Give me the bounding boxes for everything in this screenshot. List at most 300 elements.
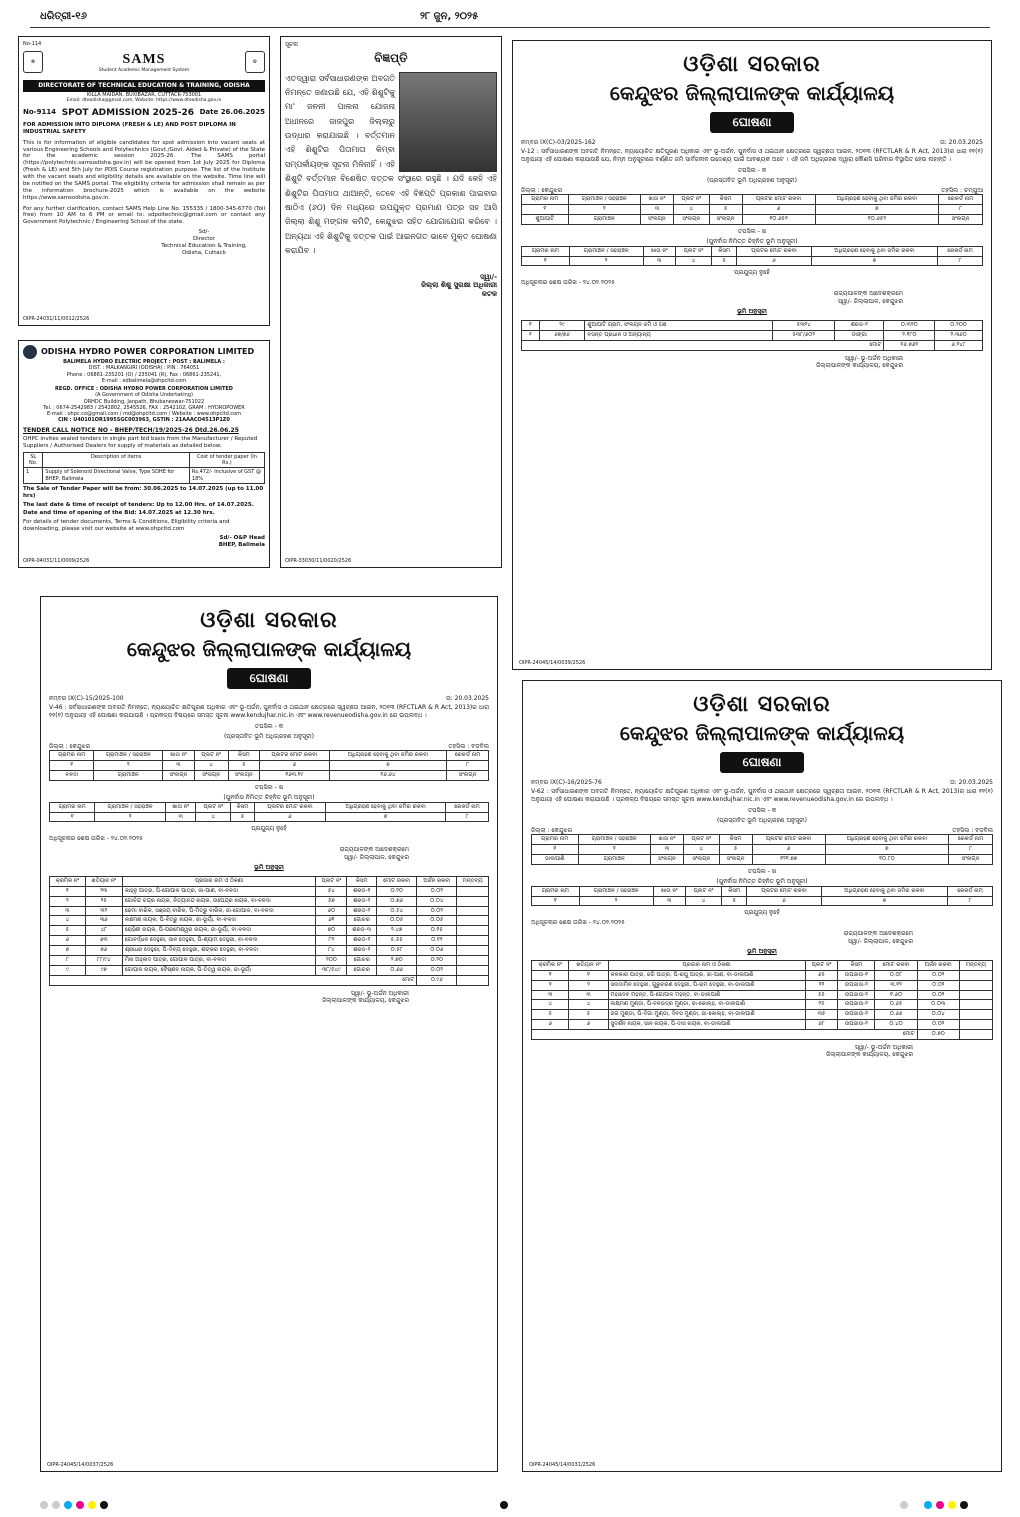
ohpc-tender-notice: [18, 340, 270, 568]
vig-footer: OIPR-33030/11/0020/2526: [285, 557, 352, 564]
notice2-annex-cell: ଶରଡ-୨: [347, 906, 377, 916]
notice2-annex-cell: ୨୩: [85, 886, 122, 896]
notice3-col-cell: ପ୍ଲଟର ମୋଟ ରକବା: [752, 835, 825, 845]
notice2-annex-cell: ଶରଡ-୧: [347, 886, 377, 896]
notice1-row1-cell: ୧୦.୬୫୨: [742, 214, 815, 224]
notice3-sign-by: ରାଜ୍ୟପାଳଙ୍କ ଆଦେଶକ୍ରମେ: [843, 930, 913, 938]
notice3-row1-cell: ସଂଲଗ୍ନ: [683, 854, 719, 864]
notice3-num-cell: ୧: [532, 844, 579, 854]
notice2-tahasil: ତହସିଲ : ବଡ଼ବିଲ: [448, 742, 489, 750]
notice2-dist: ଜିଲ୍ଲା : କେନ୍ଦୁଝର: [49, 742, 91, 750]
notice1-nil: ପ୍ରଯୁଜ୍ୟ ନୁହେଁ: [734, 269, 770, 277]
notice2-annex-cell: ୩୨: [85, 906, 122, 916]
notice1-sch2-table: [521, 246, 983, 267]
notice2-annex-cell: ୦.୦୫: [377, 916, 417, 926]
notice3-num2-cell: ୪: [685, 896, 722, 906]
notice3-row1-cell: ସଂଲଗ୍ନ: [719, 854, 752, 864]
notice3-annex-table: [531, 960, 993, 1040]
notice2-annex-col-cell: କ୍ରମିକ ନଂ: [50, 876, 86, 886]
notice2-loc: [49, 743, 489, 751]
notice1-num-cell: ୭: [815, 204, 938, 214]
notice1-row1-cell: ଗ୍ରାମାଞ୍ଚଳ: [568, 214, 640, 224]
notice2-annex-cell: ୦.୨୦: [377, 886, 417, 896]
notice1-row1-cell: ୧୦.୬୫୨: [815, 214, 938, 224]
notice2-annex-cols: [50, 876, 489, 886]
notice3-annex-cell: ଉପଜାଉ-୨: [838, 980, 875, 990]
notice1-col-cell: କିସମ: [709, 195, 742, 205]
notice2-col2-cell: କିସମ: [231, 802, 255, 812]
notice3-row1-cell: ଗ୍ରାମାଞ୍ଚଳ: [578, 854, 650, 864]
reg-dot-grey-1: [40, 1501, 48, 1509]
notice3-annex-cell: ୨୫: [805, 1000, 838, 1010]
notice2-col-cell: ରେକର୍ଡ ନାମ: [447, 751, 489, 761]
sams-ref-row: [23, 108, 265, 119]
notice1-annex-cell: ୫୩୮/୬୦୨: [773, 330, 835, 340]
notice3-annex-remark: [959, 1000, 992, 1010]
notice3-annex-cell: ୬୫: [805, 970, 838, 980]
notice1-col2-cell: ପ୍ଲଟ ନଂ: [675, 246, 712, 256]
notice3-annex-cell: ୦.୬୫: [875, 1000, 917, 1010]
notice2-annex-cell: ୦.୧୨: [417, 936, 457, 946]
reg-dot-grey-3: [900, 1501, 908, 1509]
notice3-row1-cell: ୧୦.୮୦: [825, 854, 948, 864]
notice1-num-cell: ୪: [673, 204, 709, 214]
notice2-annex-col-cell: କିସମ: [347, 876, 377, 886]
notice2-annex-col-cell: ଖତିୟାନ ନଂ: [85, 876, 122, 886]
notice3-row1-cell: ସଂଲଗ୍ନ: [949, 854, 993, 864]
notice2-annex-remark: [457, 916, 489, 926]
notice1-annex-cell: ୨୯: [539, 320, 585, 330]
notice3-annex-cell: ୦.୦୩: [917, 1000, 959, 1010]
notice1-annex-cell: ୨.୩୬୦: [935, 330, 983, 340]
notice2-num2-cell: ୬: [254, 812, 325, 822]
notice3-col2-cell: କିସମ: [722, 886, 747, 896]
notice3-num-cell: ୮: [949, 844, 993, 854]
notice2-annex-cell: ୪୮: [85, 926, 122, 936]
notice2-annex-cell: ୦.୦୨: [417, 886, 457, 896]
notice2-ref-row: [49, 695, 489, 703]
notice1-badge: ଘୋଷଣା: [710, 112, 794, 133]
notice2-annex-cell: ଗୋବର୍ଦ୍ଧନ ଦେହୁରୀ, ସାନ ଦେହୁରୀ, ପି-ଶ୍ୟାମ ଦେହୁରୀ, ବା-ବଳଦା: [122, 936, 316, 946]
notice2-annex-cell: ୦.୬୬: [377, 965, 417, 975]
sams-sign-name: Sd/-: [198, 229, 210, 236]
notice2-annex-cell: ୭୬: [85, 946, 122, 956]
notice3-num-cell: ୬: [752, 844, 825, 854]
vig-ref: ସୂଚନା: [285, 41, 299, 48]
notice2-sch1-sub: (ପ୍ରସ୍ତାବିତ ଭୂମି ଅଧିଗ୍ରହଣ ଅନୁସୂଚୀ): [223, 733, 315, 741]
notice3-annex-cell: ୧.୬୦: [875, 990, 917, 1000]
notice3-ref: ନମ୍ବର IX(C)-16/2025-76: [531, 778, 602, 786]
notice3-ref-row: [531, 779, 993, 787]
notice2-total-empty: [457, 975, 489, 985]
notice2-num-cell: ୮: [447, 760, 489, 770]
notice1-sign-name: ସ୍ୱା/- ଜିଲ୍ଲାପାଳ, କେନ୍ଦୁଝର: [837, 297, 903, 305]
notice3-annex-cell: ୦.୬୬: [875, 1010, 917, 1020]
notice3-sch1-title: ତପସିଲ - କ: [747, 806, 777, 814]
notice3-annex-cell: ଉପଜାଉ-୧: [838, 970, 875, 980]
notice3-annex-cell: ଲକ୍ଷ୍ମଣ ମୁଣ୍ଡା, ପି-ବଳଭଦ୍ର ମୁଣ୍ଡା, ଜା-କୋଲ୍ହ, ବା-ଡାଲପାଣି: [608, 1000, 805, 1010]
notice2-total2: ୦.୯୬: [417, 975, 457, 985]
notice2-num2-cell: ୧: [50, 812, 95, 822]
notice3-annex-cell: ୬: [569, 1020, 608, 1030]
notice2-annex-cell: ୯: [50, 965, 86, 975]
notice1-num2-cell: ୮: [938, 256, 983, 266]
notice3-last-date: ଅଧିସୂଚନାର ଶେଷ ତାରିଖ - ୨୪.୦୨.୨୦୨୫: [531, 918, 625, 926]
ohpc-regd4: Tel. : 0674-2542983 / 2542802, 2545526, FAX : 2542102, GRAM : HYDROPOWER: [43, 404, 245, 411]
notice3-annex-cell: ୨୨: [805, 980, 838, 990]
notice2-annex-cell: ୫.୫୫: [377, 936, 417, 946]
notice3-sign2: ସ୍ୱା/- ଭୂ-ଅର୍ଜନ ଅଧିକାରୀ: [854, 1043, 913, 1051]
notice3-col2-cell: ରେକର୍ଡ ନାମ: [948, 886, 993, 896]
notice3-col-cell: ଖାତା ନଂ: [650, 835, 683, 845]
notice3-annex-cell: ଉପଜାଉ-୨: [838, 1010, 875, 1020]
notice2-num-cell: ୨: [94, 760, 163, 770]
notice2-annex-cell: ୨: [50, 896, 86, 906]
notice1-col-cell: ପ୍ଲଟର ମୋଟ ରକବା: [742, 195, 815, 205]
ohpc-sign: Sd/- O&P Head: [219, 535, 265, 541]
notice3-cols2-row: [532, 886, 993, 896]
notice2-num-cell: ୩: [163, 760, 194, 770]
notice2-annex-cell: ଗୋବିନ୍ଦ ଚନ୍ଦ୍ର ନାୟକ, ନିତ୍ୟାନନ୍ଦ ନାୟକ, ଉପେନ୍ଦ୍ର ନାୟକ, ବା-ବଳଦା: [122, 896, 316, 906]
notice1-col-cell: ଅଧିଗ୍ରହଣ ହେବାକୁ ଥିବା ଜମିର ରକବା: [815, 195, 938, 205]
notice1-nums2-row: [522, 256, 983, 266]
notice2-row1-cell: ସଂଲଗ୍ନ: [163, 770, 194, 780]
notice1-total2: ୬.୨୪୮: [935, 340, 983, 350]
notice3-col-cell: କିସମ: [719, 835, 752, 845]
notice2-col2-cell: ପ୍ଲଟର ମୋଟ ରକବା: [254, 802, 325, 812]
notice2-num2-cell: ୪: [196, 812, 231, 822]
notice2-num2-cell: ୮: [446, 812, 489, 822]
notice3-annex-cell: ୫: [569, 1010, 608, 1020]
notice1-annex-cell: ଡାଙ୍ଗା: [835, 330, 884, 340]
notice1-col-cell: ଗ୍ରାମର ନାମ: [522, 195, 569, 205]
sams-email: Email: dteodisha@gmail.com, Website: https://www.dteodisha.gov.in: [66, 98, 222, 103]
notice2-col2-cell: ପ୍ଲଟ ନଂ: [196, 802, 231, 812]
notice3-annex-cell: ଉପଜାଉ-୨: [838, 1000, 875, 1010]
notice2-annex-cell: ଶରଡ-୨: [347, 936, 377, 946]
vig-sign1: ସ୍ୱା/-: [480, 272, 497, 281]
notice2-title2: କେନ୍ଦୁଝର ଜିଲ୍ଲାପାଳଙ୍କ କାର୍ଯ୍ୟାଳୟ: [126, 636, 412, 661]
notice2-annex-cell: ଗୋପାଳ ନାୟକ, ବୈଷ୍ଣବ ନାୟକ, ପି-ତିତ୍ୱ ନାୟକ, ଜା-ଭୂୟାଁ: [122, 965, 316, 975]
notice1-row1-cell: ସଂଲଗ୍ନ: [709, 214, 742, 224]
notice2-col2-cell: ଖାତା ନଂ: [165, 802, 196, 812]
notice2-sign-by: ରାଜ୍ୟପାଳଙ୍କ ଆଦେଶକ୍ରମେ: [339, 846, 409, 854]
notice2-num2-cell: ୨: [95, 812, 166, 822]
notice2-annex-cell: ୦.୫୮: [377, 946, 417, 956]
table-row: [24, 468, 265, 484]
ohpc-details: For details of tender documents, Terms & Conditions, Eligibility criteria and downloading, please visit our website at www.ohpcltd.com: [23, 519, 230, 533]
sams-logo-row: [23, 47, 265, 77]
notice3-num-cell: ୫: [719, 844, 752, 854]
collector-notice-3: [522, 680, 1002, 1472]
notice2-col2-cell: ଗ୍ରାମାଞ୍ଚଳ / ସହରାଞ୍ଚଳ: [95, 802, 166, 812]
ohpc-footer: OIPR-04031/11/0009/2526: [23, 557, 90, 564]
notice3-annex-cell: ୦.୪୦: [875, 1020, 917, 1030]
notice3-annex-col-cell: ପ୍ରଜାର ନାମ ଓ ଠିକଣା: [608, 960, 805, 970]
notice2-col-cell: ଗ୍ରାମାଞ୍ଚଳ / ସହରାଞ୍ଚଳ: [94, 751, 163, 761]
notice2-annex-col-cell: ମୋଟ ରକବା: [377, 876, 417, 886]
child-photo: [399, 72, 497, 172]
notice2-annex-cell: ଶ୍ରୀଧର ଦେହୁରୀ, ପି-ଦିବ୍ୟ ଦେହୁରୀ, ଶଙ୍କର ଦେହୁରୀ, ବା-ବଳଦା: [122, 946, 316, 956]
reg-dot-center: [500, 1501, 508, 1509]
notice1-num-cell: ୩: [640, 204, 673, 214]
notice2-annex-cell: ରୋହିଣୀ ନାୟକ, ପି-ପରମେଶ୍ୱର ନାୟକ, ଜା-ଭୂୟାଁ, ବା-ବଳଦା: [122, 926, 316, 936]
notice2-annex-cell: ମିନା ଅହ୍ଲାଦ ପାତ୍ର, ଗୋପାଳ ପାତ୍ର, ବା-ବଳଦା: [122, 955, 316, 965]
notice2-annex-cell: ୦.୫୪: [377, 906, 417, 916]
notice2-num-cell: ୬: [260, 760, 330, 770]
notice2-annex-cell: ଶରଡ-୩: [347, 926, 377, 936]
notice2-row1-cell: ସଂଲଗ୍ନ: [194, 770, 228, 780]
notice1-annex-cell: ୬୭/୭୬: [539, 330, 585, 340]
notice3-annex-col-cell: ପ୍ଲଟ ନଂ: [805, 960, 838, 970]
reg-dot-magenta: [76, 1501, 84, 1509]
notice3-annex-remark: [959, 990, 992, 1000]
sams-sign-title1: Director: [192, 236, 216, 242]
notice1-annex-cell: ୨.୧୮୦: [884, 330, 935, 340]
notice1-col2-cell: ରେକର୍ଡ ନାମ: [938, 246, 983, 256]
notice1-col-cell: ଖାତା ନଂ: [640, 195, 673, 205]
notice1-annex-cell: ୧: [522, 320, 540, 330]
notice3-title1: ଓଡ଼ିଶା ସରକାର: [693, 692, 831, 717]
page-number: ଧରିତ୍ରୀ-୧୬: [40, 11, 87, 22]
notice2-annex-cell: ୫୭: [316, 896, 347, 906]
table-row: [532, 854, 993, 864]
table-row: [532, 990, 993, 1000]
notice1-row1-cell: ସଂଲଗ୍ନ: [640, 214, 673, 224]
ohpc-regd5: E-mail : ohpc.co@gmail.com / md@ohpcltd.com / Website : www.ohpcltd.com: [46, 411, 242, 417]
notice2-body: V-46 : ସର୍ବସାଧାରଣଙ୍କ ଅବଗତି ନିମନ୍ତେ, ନ୍ୟାୟୋଚିତ କ୍ଷତିପୂରଣ ଅଧିକାର ଏବଂ ଭୂ-ଅର୍ଜନ, ପୁନର୍ବାସ ଓ ଥଇଥାନ କ୍ଷେତ୍ରରେ ସ୍ୱଚ୍ଛତା ଆଇନ, ୨୦୧୩ (RFCTLAR & R Act, 2013)ର ଧାରା ୧୧(୧) ଅନୁଯାୟୀ ଏହି ଘୋଷଣା କରାଯାଉଛି । ପ୍ରକଳ୍ପ ବିଷୟରେ ସମସ୍ତ ସୂଚନା www.kendujhar.nic.in ଏବଂ www.revenueodisha.gov.in ରେ ଉପଲବ୍ଧ ।: [49, 704, 489, 719]
sams-logo-sub: Student Academic Management System: [98, 68, 190, 74]
sams-signature: [143, 229, 265, 257]
ohpc-phone: Phone : 06861-235201 (O) / 235041 (R), Fax : 06861-235241,: [66, 371, 222, 378]
table-row: [522, 330, 983, 340]
notice1-body: V-12 : ସର୍ବସାଧାରଣଙ୍କ ଅବଗତି ନିମନ୍ତେ, ନ୍ୟାୟୋଚିତ କ୍ଷତିପୂରଣ ଅଧିକାର ଏବଂ ଭୂ-ଅର୍ଜନ, ପୁନର୍ବାସ ଓ ଥଇଥାନ କ୍ଷେତ୍ରରେ ସ୍ୱଚ୍ଛତା ଆଇନ, ୨୦୧୩ (RFCTLAR & R Act, 2013)ର ଧାରା ୧୧(୧) ଅନୁଯାୟୀ ଏହି ଘୋଷଣା କରାଯାଉଛି ଯେ, ନିମ୍ନ ଅନୁସୂଚୀରେ ବର୍ଣ୍ଣିତ ଜମି ସାର୍ବଜନୀନ ଉଦ୍ଦେଶ୍ୟ ପାଇଁ ଆବଶ୍ୟକ ଅଟେ । ଏହି ଜମି ଅଧିଗ୍ରହଣ ଦ୍ୱାରା କୌଣସି ପରିବାର ବିସ୍ଥାପିତ ହେଉ ନାହାନ୍ତି ।: [521, 148, 983, 163]
notice3-num2-cell: ୬: [747, 896, 822, 906]
notice3-num2-cell: ୫: [722, 896, 747, 906]
notice2-annex-cell: ୭: [50, 946, 86, 956]
notice1-sign3: ଜିଲ୍ଲାପାଳଙ୍କ କାର୍ଯ୍ୟାଳୟ, କେନ୍ଦୁଝର: [816, 362, 903, 370]
notice1-nums-row: [522, 204, 983, 214]
notice3-num2-cell: ୮: [948, 896, 993, 906]
notice3-annex-cell: ସଉଦାମିନ ଦେହୁରୀ, ଗୁରୁଚରଣ ଦେହୁରୀ, ପି-ରାମ ଦେହୁରୀ, ବା-ଡାଲପାଣି: [608, 980, 805, 990]
notice2-date: ତା: 20.03.2025: [445, 694, 489, 702]
notice2-annex-remark: [457, 965, 489, 975]
notice3-annex-cols: [532, 960, 993, 970]
notice2-annex-cell: ୦.୧୫: [417, 926, 457, 936]
ohpc-header: [23, 345, 265, 359]
notice3-annex-cell: କଳକାର ପାତ୍ର, ଜଗି ପାତ୍ର, ପି-ରଘୁ ପାତ୍ର, ଜା-ପାଣ, ବା-ଡାଲପାଣି: [608, 970, 805, 980]
child-notice: [280, 36, 502, 568]
table-row: [532, 970, 993, 980]
vig-signature: [285, 273, 497, 299]
notice2-annex-remark: [457, 906, 489, 916]
notice3-sch2-title: ତପସିଲ - ଖ: [747, 867, 777, 875]
notice1-cols-row: [522, 195, 983, 205]
notice1-annex-cell: ୦.୨୦୦: [935, 320, 983, 330]
notice2-annex-cell: ୨.୭୦: [377, 955, 417, 965]
notice1-annex-cell: ୨: [522, 330, 540, 340]
dte-emblem-icon: ⚙: [245, 51, 265, 73]
notice3-total-label: ମୋଟ: [532, 1030, 918, 1040]
notice3-cols-row: [532, 835, 993, 845]
ohpc-mail: E-mail : edbalimela@ohpcltd.com: [101, 377, 187, 384]
notice3-nums2-row: [532, 896, 993, 906]
table-row: [532, 980, 993, 990]
notice3-col2-cell: ପ୍ଲଟର ମୋଟ ରକବା: [747, 886, 822, 896]
notice3-annex-cell: ୦.୦୪: [917, 1010, 959, 1020]
notice1-sch2-title: ତପସିଲ - ଖ: [737, 227, 767, 235]
collector-notice-1: [512, 40, 992, 670]
notice2-annex-cell: ୦.୭୬: [377, 896, 417, 906]
ohpc-regd2: (A Government of Odisha Undertaking): [95, 392, 193, 399]
notice2-row1-cell: ସଂଲଗ୍ନ: [228, 770, 259, 780]
notice1-ref: ନମ୍ବର IX(C)-03/2025-162: [521, 138, 596, 146]
notice2-annex-cell: ଶରଡ-୨: [347, 896, 377, 906]
sams-top-ref: No-114: [23, 41, 42, 47]
vig-title: ବିଜ୍ଞପ୍ତି: [374, 50, 408, 65]
table-row: [50, 770, 489, 780]
notice2-annex-remark: [457, 896, 489, 906]
notice2-annex-cell: ଢେମା ବାରିକ, ସଞ୍ଜୟ ବାରିକ, ପି-ମିତ୍ରୁ ବାରିକ, ଜା-ଗୋପାଳ, ବା-ବଳଦା: [122, 906, 316, 916]
ohpc-tender-no: TENDER CALL NOTICE NO - BHEP/TECH/19/2025-26 Dtd.26.06.25: [23, 426, 239, 434]
notice1-num-cell: ୬: [742, 204, 815, 214]
notice3-col2-cell: ଖାତା ନଂ: [653, 886, 685, 896]
notice3-annex-cell: ୦.୦୨: [917, 980, 959, 990]
notice3-num2-cell: ୨: [579, 896, 653, 906]
table-row: [50, 906, 489, 916]
notice3-sign3: ଜିଲ୍ଲାପାଳଙ୍କ କାର୍ଯ୍ୟାଳୟ, କେନ୍ଦୁଝର: [826, 1051, 913, 1059]
print-registration-marks: [0, 1501, 1020, 1511]
notice3-body: V-62 : ସର୍ବସାଧାରଣଙ୍କ ଅବଗତି ନିମନ୍ତେ, ନ୍ୟାୟୋଚିତ କ୍ଷତିପୂରଣ ଅଧିକାର ଏବଂ ଭୂ-ଅର୍ଜନ, ପୁନର୍ବାସ ଓ ଥଇଥାନ କ୍ଷେତ୍ରରେ ସ୍ୱଚ୍ଛତା ଆଇନ, ୨୦୧୩ (RFCTLAR & R Act, 2013)ର ଧାରା ୧୧(୧) ଅନୁଯାୟୀ ଏହି ଘୋଷଣା କରାଯାଉଛି । ପ୍ରକଳ୍ପ ବିଷୟରେ ସମସ୍ତ ସୂଚନା www.kendujhar.nic.in ଏବଂ www.revenueodisha.gov.in ରେ ଉପଲବ୍ଧ ।: [531, 788, 993, 803]
notice2-annex-cell: ୨.୪୭: [377, 926, 417, 936]
notice3-badge: ଘୋଷଣା: [720, 752, 804, 773]
notice1-sch1-table: [521, 194, 983, 225]
notice2-annex-col-cell: ପ୍ଲଟ ନଂ: [316, 876, 347, 886]
notice2-sch1-table: [49, 750, 489, 781]
notice2-annex-cell: ୦.୦୪: [417, 896, 457, 906]
table-row: [532, 1000, 993, 1010]
notice2-total-row: [50, 975, 489, 985]
notice1-num2-cell: ୭: [811, 256, 937, 266]
reg-dot-cyan: [64, 1501, 72, 1509]
notice3-num-cell: ୨: [578, 844, 650, 854]
notice2-col-cell: ଅଧିଗ୍ରହଣ ହେବାକୁ ଥିବା ଜମିର ରକବା: [329, 751, 446, 761]
notice3-num2-cell: ୧: [532, 896, 580, 906]
notice3-annex-cell: ୩.୧୨: [875, 980, 917, 990]
ohpc-row-sl: 1: [24, 468, 43, 484]
ohpc-logo-icon: [23, 345, 37, 359]
reg-dot-grey-2: [52, 1501, 60, 1509]
notice2-col2-cell: ଅଧିଗ୍ରହଣ ହେବାକୁ ଥିବା ଜମିର ରକବା: [326, 802, 446, 812]
notice2-sch2-table: [49, 802, 489, 823]
sams-help: For any further clarification, contact SAMS Help Line No. 155335 / 1800-345-6770 (Toll free) from 10 AM to 6 PM or email to: sdpoltechnic@gmail.com or contact any Government Polytechnic / Engineering School of the state.: [23, 205, 265, 226]
notice3-total-empty: [959, 1030, 992, 1040]
notice3-annex-remark: [959, 1010, 992, 1020]
ohpc-col-desc: Description of items: [43, 452, 190, 468]
sams-sign-title3: Odisha, Cuttack: [182, 249, 226, 256]
table-row: [532, 1010, 993, 1020]
notice2-num2-cell: ୭: [326, 812, 446, 822]
notice3-annex-col-cell: କ୍ରମିକ ନଂ: [532, 960, 569, 970]
notice3-loc: [531, 827, 993, 835]
page-header: [30, 6, 990, 28]
notice3-annex-title: ଭୂମି ଅନୁସୂଚୀ: [747, 948, 777, 956]
odisha-emblem-icon: ☸: [23, 51, 43, 73]
notice3-annex-cell: ୫୫: [805, 990, 838, 1000]
notice3-total-row: [532, 1030, 993, 1040]
notice3-annex-cell: ଉପଜାଉ-୨: [838, 990, 875, 1000]
notice1-col-cell: ଗ୍ରାମାଞ୍ଚଳ / ସହରାଞ୍ଚଳ: [568, 195, 640, 205]
notice1-row1-cell: ସଂଲଗ୍ନ: [673, 214, 709, 224]
notice2-nil: ପ୍ରଯୁଜ୍ୟ ନୁହେଁ: [251, 825, 287, 833]
notice1-num-cell: ୮: [939, 204, 983, 214]
notice1-num-cell: ୨: [568, 204, 640, 214]
notice2-sch2-title: ତପସିଲ - ଖ: [254, 783, 284, 791]
table-row: [50, 896, 489, 906]
notice3-sch2-table: [531, 886, 993, 907]
notice3-col-cell: ରେକର୍ଡ ନାମ: [949, 835, 993, 845]
notice2-cols2-row: [50, 802, 489, 812]
notice3-annex-cell: ଜଗ ମୁଣ୍ଡା, ପି-ଦିଗା ମୁଣ୍ଡା, ଦିବସ ମୁଣ୍ଡା, ଜା-କୋଲ୍ହ, ବା-ଡାଲପାଣି: [608, 1010, 805, 1020]
notice1-num-cell: ୧: [522, 204, 569, 214]
notice3-col2-cell: ପ୍ଲଟ ନଂ: [685, 886, 722, 896]
notice2-annex-table: [49, 876, 489, 986]
notice1-annex-cell: ଶୁଆପାଟି ଗ୍ରାମ, ସଂଲଗ୍ନ ଜମି ଓ ଗଛ: [585, 320, 773, 330]
notice2-sign2: ସ୍ୱା/- ଭୂ-ଅର୍ଜନ ଅଧିକାରୀ: [350, 989, 409, 997]
notice2-col-cell: ଖାତା ନଂ: [163, 751, 194, 761]
notice2-annex-cell: ୮: [50, 955, 86, 965]
notice2-num2-cell: ୩: [165, 812, 196, 822]
notice2-col-cell: ପ୍ଲଟର ମୋଟ ରକବା: [260, 751, 330, 761]
notice2-ref: ନମ୍ବର IX(C)-15/2025-100: [49, 694, 124, 702]
notice3-annex-col-cell: ଅର୍ଜନ ରକବା: [917, 960, 959, 970]
notice2-total-label: ମୋଟ: [50, 975, 417, 985]
notice1-tahasil: ତହସିଲ : ଚମ୍ପୁଆ: [941, 186, 983, 194]
ohpc-intro: OHPC invites sealed tenders in single part bid basis from the Manufacturer / Reputed Suppliers / Authorised Dealers for supply of materials as detailed below.: [23, 436, 258, 449]
notice3-annex-cell: ୦.୦୨: [917, 970, 959, 980]
notice1-row1-cell: ସଂଲଗ୍ନ: [939, 214, 983, 224]
ohpc-row-cost: Rs.472/- Inclusive of GST @ 18%: [189, 468, 264, 484]
notice3-annex-col-cell: ମୋଟ ରକବା: [875, 960, 917, 970]
notice3-annex-cell: ୦.୦୨: [917, 1020, 959, 1030]
notice2-last-date: ଅଧିସୂଚନାର ଶେଷ ତାରିଖ - ୨୪.୦୨.୨୦୨୫: [49, 834, 143, 842]
table-row: [522, 320, 983, 330]
notice2-row1-cell: ଗ୍ରାମାଞ୍ଚଳ: [94, 770, 163, 780]
notice2-footer: OIPR-24045/14/0037/2526: [47, 1461, 114, 1468]
notice2-annex-remark: [457, 936, 489, 946]
sams-date: Date 26.06.2025: [199, 107, 265, 116]
sams-heading: SPOT ADMISSION 2025-26: [61, 107, 194, 118]
notice2-annex-cell: ୬: [50, 936, 86, 946]
notice3-dist: ଜିଲ୍ଲା : କେନ୍ଦୁଝର: [531, 826, 573, 834]
notice1-sign-by: ରାଜ୍ୟପାଳଙ୍କ ଆଦେଶକ୍ରମେ: [833, 290, 903, 298]
table-row: [50, 926, 489, 936]
ohpc-opening: Date and time of opening of the Bid: 14.07.2025 at 12.30 hrs.: [23, 510, 215, 517]
notice2-cols-row: [50, 751, 489, 761]
notice2-annex-col-cell: ପ୍ରଜାର ନାମ ଓ ଠିକଣା: [122, 876, 316, 886]
notice1-dist: ଜିଲ୍ଲା : କେନ୍ଦୁଝର: [521, 186, 563, 194]
notice3-annex-cell: ୧: [532, 970, 569, 980]
notice1-last-date: ଅଧିସୂଚନାର ଶେଷ ତାରିଖ - ୨୪.୦୨.୨୦୨୫: [521, 278, 615, 286]
ohpc-regd3: ORHDC Building, Janpath, Bhubaneswar-751022: [83, 398, 205, 405]
reg-dot-black: [100, 1501, 108, 1509]
notice2-annex-cell: ୯୭: [85, 965, 122, 975]
notice3-annex-cell: ୫: [532, 1010, 569, 1020]
vig-sign3: କଟକ: [481, 290, 497, 299]
ohpc-dist: DIST. : MALKANGIRI (ODISHA) : PIN : 764051: [88, 365, 200, 372]
notice2-annex-cell: ୨୦୦: [316, 955, 347, 965]
notice3-col-cell: ଅଧିଗ୍ରହଣ ହେବାକୁ ଥିବା ଜମିର ରକବା: [825, 835, 948, 845]
